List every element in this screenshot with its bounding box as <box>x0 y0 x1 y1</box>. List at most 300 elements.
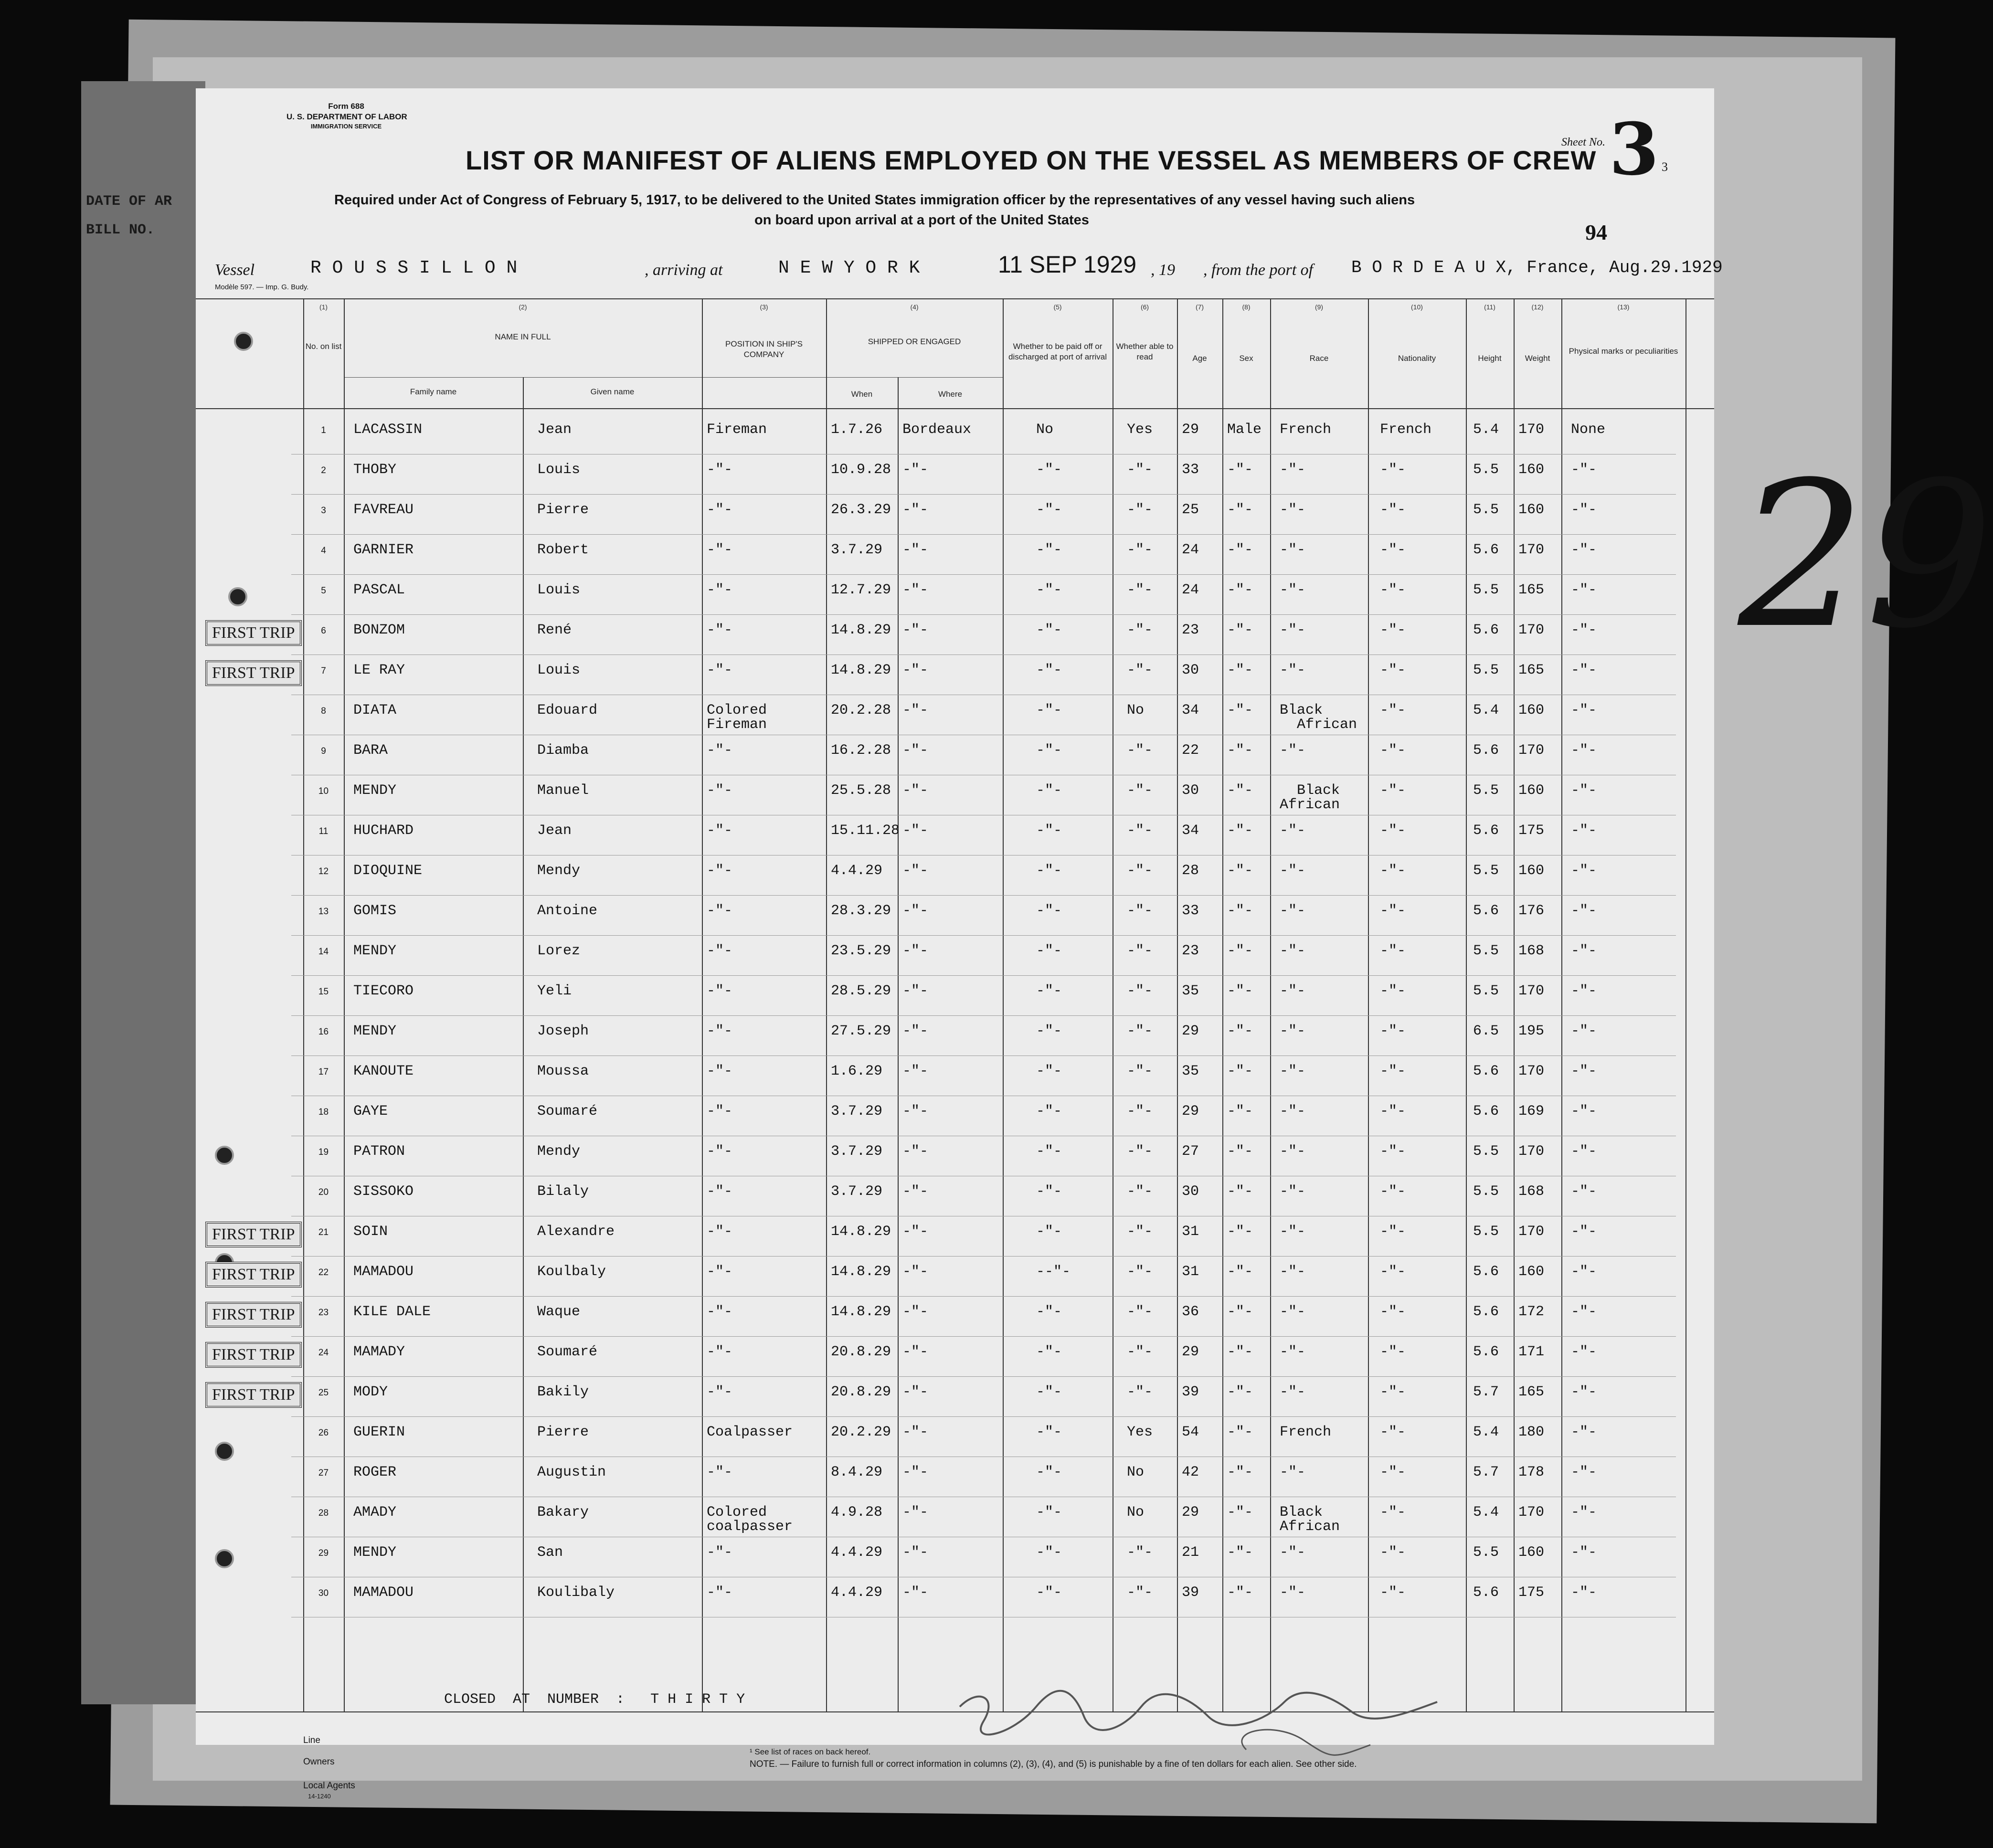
height: 6.5 <box>1473 1023 1499 1039</box>
physical-marks: -"- <box>1571 1584 1597 1601</box>
age: 42 <box>1182 1464 1199 1480</box>
row-number: 6 <box>321 626 326 636</box>
sex: -"- <box>1227 622 1253 638</box>
row-number: 13 <box>318 907 329 917</box>
shipped-when: 20.2.28 <box>831 702 891 718</box>
page-title: LIST OR MANIFEST OF ALIENS EMPLOYED ON THE VESSEL AS MEMBERS OF CREW <box>466 145 1597 175</box>
column-rule <box>898 377 899 1711</box>
sex: -"- <box>1227 502 1253 518</box>
nationality: -"- <box>1380 582 1406 598</box>
row-rule <box>291 975 1676 976</box>
given-name: Jean <box>537 422 572 438</box>
given-name: Alexandre <box>537 1224 615 1240</box>
sex: -"- <box>1227 462 1253 478</box>
able-to-read: -"- <box>1127 782 1153 799</box>
height: 5.5 <box>1473 782 1499 799</box>
position: -"- <box>707 823 733 839</box>
able-to-read: -"- <box>1127 1103 1153 1119</box>
requirement-line-1: Required under Act of Congress of February 5, 1917, to be delivered to the United States immigration officer by the representatives of any vessel having such aliens <box>334 192 1415 208</box>
department-name: U. S. DEPARTMENT OF LABOR <box>286 112 407 121</box>
column-rule <box>1222 298 1223 1711</box>
family-name: KILE DALE <box>353 1304 431 1320</box>
physical-marks: -"- <box>1571 903 1597 919</box>
position: Colored coalpasser <box>707 1504 793 1535</box>
family-name: MENDY <box>353 943 397 959</box>
able-to-read: Yes <box>1127 1424 1153 1440</box>
age: 21 <box>1182 1544 1199 1561</box>
nationality: -"- <box>1380 823 1406 839</box>
race: -"- <box>1280 903 1306 919</box>
shipped-when: 14.8.29 <box>831 1264 891 1280</box>
nationality: -"- <box>1380 742 1406 759</box>
nationality: -"- <box>1380 782 1406 799</box>
height: 5.5 <box>1473 863 1499 879</box>
shipped-when: 15.11.28 <box>831 823 900 839</box>
paid-off: No <box>1036 422 1054 438</box>
family-name: MAMADOU <box>353 1584 414 1601</box>
able-to-read: -"- <box>1127 1143 1153 1160</box>
given-name: Koulbaly <box>537 1264 606 1280</box>
weight: 178 <box>1518 1464 1545 1480</box>
sex: -"- <box>1227 1143 1253 1160</box>
race: -"- <box>1280 582 1306 598</box>
arrival-port: N E W Y O R K <box>778 258 920 278</box>
able-to-read: Yes <box>1127 422 1153 438</box>
position: -"- <box>707 1304 733 1320</box>
physical-marks: -"- <box>1571 742 1597 759</box>
col-num-3: (3) <box>760 303 768 311</box>
col-num-6: (6) <box>1140 303 1149 311</box>
shipped-where: -"- <box>902 462 929 478</box>
paid-off: -"- <box>1036 702 1062 718</box>
given-name: Koulibaly <box>537 1584 615 1601</box>
paid-off: -"- <box>1036 542 1062 558</box>
nationality: -"- <box>1380 1584 1406 1601</box>
column-rule <box>1466 298 1467 1711</box>
row-number: 15 <box>318 987 329 997</box>
able-to-read: -"- <box>1127 983 1153 999</box>
col-head-name: NAME IN FULL <box>495 332 551 341</box>
race: -"- <box>1280 1183 1306 1200</box>
nationality: -"- <box>1380 863 1406 879</box>
physical-marks: -"- <box>1571 1424 1597 1440</box>
stub-bill-label: BILL NO. <box>86 222 155 238</box>
first-trip-stamp: FIRST TRIP <box>205 1262 302 1288</box>
position: -"- <box>707 1384 733 1400</box>
given-name: Louis <box>537 582 581 598</box>
row-rule <box>291 1256 1676 1257</box>
position: -"- <box>707 1584 733 1601</box>
nationality: -"- <box>1380 983 1406 999</box>
shipped-where: -"- <box>902 1264 929 1280</box>
given-name: Antoine <box>537 903 598 919</box>
shipped-where: -"- <box>902 702 929 718</box>
shipped-where: -"- <box>902 1344 929 1360</box>
shipped-where: -"- <box>902 782 929 799</box>
physical-marks: -"- <box>1571 1344 1597 1360</box>
shipped-when: 28.3.29 <box>831 903 891 919</box>
given-name: Mendy <box>537 1143 581 1160</box>
column-rule <box>1561 298 1562 1711</box>
height: 5.6 <box>1473 1304 1499 1320</box>
weight: 170 <box>1518 422 1545 438</box>
race: -"- <box>1280 1304 1306 1320</box>
height: 5.5 <box>1473 983 1499 999</box>
age: 24 <box>1182 582 1199 598</box>
row-number: 18 <box>318 1107 329 1117</box>
height: 5.5 <box>1473 662 1499 678</box>
physical-marks: -"- <box>1571 702 1597 718</box>
position: -"- <box>707 1023 733 1039</box>
shipped-where: Bordeaux <box>902 422 972 438</box>
nationality: -"- <box>1380 1544 1406 1561</box>
position: -"- <box>707 622 733 638</box>
row-number: 30 <box>318 1588 329 1598</box>
paid-off: -"- <box>1036 502 1062 518</box>
family-name: AMADY <box>353 1504 397 1521</box>
race: -"- <box>1280 1143 1306 1160</box>
col-num-7: (7) <box>1195 303 1204 311</box>
height: 5.5 <box>1473 1544 1499 1561</box>
sex: -"- <box>1227 662 1253 678</box>
col-head-no: No. on list <box>305 342 342 351</box>
age: 34 <box>1182 823 1199 839</box>
shipped-where: -"- <box>902 1063 929 1079</box>
punch-hole <box>228 587 247 606</box>
col-head-given: Given name <box>590 387 635 396</box>
weight: 170 <box>1518 1224 1545 1240</box>
physical-marks: -"- <box>1571 1384 1597 1400</box>
sex: -"- <box>1227 1304 1253 1320</box>
row-number: 24 <box>318 1348 329 1358</box>
age: 33 <box>1182 903 1199 919</box>
paid-off: -"- <box>1036 1063 1062 1079</box>
given-name: Bakary <box>537 1504 589 1521</box>
physical-marks: -"- <box>1571 1063 1597 1079</box>
shipped-where: -"- <box>902 1424 929 1440</box>
position: -"- <box>707 1344 733 1360</box>
row-number: 4 <box>321 546 326 556</box>
shipped-where: -"- <box>902 903 929 919</box>
shipped-where: -"- <box>902 1304 929 1320</box>
sheet-number: 3 <box>1609 107 1659 191</box>
given-name: Lorez <box>537 943 581 959</box>
shipped-when: 14.8.29 <box>831 1304 891 1320</box>
height: 5.4 <box>1473 1504 1499 1521</box>
weight: 160 <box>1518 502 1545 518</box>
sex: -"- <box>1227 863 1253 879</box>
shipped-where: -"- <box>902 1023 929 1039</box>
sex: Male <box>1227 422 1262 438</box>
given-name: Manuel <box>537 782 589 799</box>
punch-hole <box>234 332 253 351</box>
age: 29 <box>1182 422 1199 438</box>
race: -"- <box>1280 662 1306 678</box>
sex: -"- <box>1227 1183 1253 1200</box>
given-name: Joseph <box>537 1023 589 1039</box>
weight: 195 <box>1518 1023 1545 1039</box>
column-rule <box>1368 298 1369 1711</box>
family-name: LE RAY <box>353 662 405 678</box>
first-trip-stamp: FIRST TRIP <box>205 620 302 646</box>
weight: 160 <box>1518 1544 1545 1561</box>
shipped-where: -"- <box>902 1584 929 1601</box>
age: 30 <box>1182 782 1199 799</box>
given-name: Jean <box>537 823 572 839</box>
service-name: IMMIGRATION SERVICE <box>310 123 382 130</box>
shipped-where: -"- <box>902 823 929 839</box>
able-to-read: No <box>1127 1464 1145 1480</box>
shipped-when: 26.3.29 <box>831 502 891 518</box>
height: 5.5 <box>1473 502 1499 518</box>
weight: 160 <box>1518 1264 1545 1280</box>
row-rule <box>291 574 1676 575</box>
able-to-read: -"- <box>1127 1063 1153 1079</box>
weight: 180 <box>1518 1424 1545 1440</box>
given-name: Soumaré <box>537 1103 598 1119</box>
height: 5.6 <box>1473 1344 1499 1360</box>
row-number: 21 <box>318 1227 329 1237</box>
col-num-10: (10) <box>1411 303 1423 311</box>
paid-off: -"- <box>1036 1143 1062 1160</box>
col-num-1: (1) <box>319 303 328 311</box>
race: -"- <box>1280 462 1306 478</box>
date-stamp: 11 SEP 1929 <box>998 251 1137 278</box>
height: 5.6 <box>1473 823 1499 839</box>
shipped-where: -"- <box>902 742 929 759</box>
col-num-8: (8) <box>1242 303 1251 311</box>
age: 33 <box>1182 462 1199 478</box>
arriving-label: , arriving at <box>645 261 723 279</box>
first-trip-stamp: FIRST TRIP <box>205 1342 302 1368</box>
weight: 171 <box>1518 1344 1545 1360</box>
height: 5.5 <box>1473 943 1499 959</box>
given-name: Moussa <box>537 1063 589 1079</box>
given-name: Louis <box>537 662 581 678</box>
punch-hole <box>215 1442 234 1461</box>
height: 5.7 <box>1473 1384 1499 1400</box>
age: 30 <box>1182 662 1199 678</box>
able-to-read: -"- <box>1127 863 1153 879</box>
nationality: -"- <box>1380 702 1406 718</box>
given-name: San <box>537 1544 563 1561</box>
paid-off: -"- <box>1036 1584 1062 1601</box>
shipped-when: 10.9.28 <box>831 462 891 478</box>
family-name: HUCHARD <box>353 823 414 839</box>
nationality: -"- <box>1380 1464 1406 1480</box>
sex: -"- <box>1227 1264 1253 1280</box>
row-number: 8 <box>321 706 326 716</box>
shipped-when: 14.8.29 <box>831 662 891 678</box>
position: Coalpasser <box>707 1424 793 1440</box>
name-sub-rule <box>344 377 898 378</box>
row-rule <box>291 1296 1676 1297</box>
family-name: MODY <box>353 1384 388 1400</box>
able-to-read: -"- <box>1127 1304 1153 1320</box>
shipped-when: 3.7.29 <box>831 1143 883 1160</box>
vessel-label: Vessel <box>215 261 255 279</box>
shipped-where: -"- <box>902 983 929 999</box>
row-number: 9 <box>321 746 326 756</box>
weight: 176 <box>1518 903 1545 919</box>
nationality: -"- <box>1380 1384 1406 1400</box>
shipped-where: -"- <box>902 1224 929 1240</box>
able-to-read: -"- <box>1127 622 1153 638</box>
race: -"- <box>1280 1464 1306 1480</box>
family-name: GUERIN <box>353 1424 405 1440</box>
first-trip-stamp: FIRST TRIP <box>205 1302 302 1328</box>
position: Fireman <box>707 422 767 438</box>
family-name: THOBY <box>353 462 397 478</box>
weight: 170 <box>1518 983 1545 999</box>
sex: -"- <box>1227 903 1253 919</box>
weight: 170 <box>1518 1504 1545 1521</box>
shipped-when: 3.7.29 <box>831 1103 883 1119</box>
manifest-sheet <box>196 88 1723 1800</box>
race: -"- <box>1280 1063 1306 1079</box>
paid-off: -"- <box>1036 662 1062 678</box>
physical-marks: -"- <box>1571 1304 1597 1320</box>
family-name: BONZOM <box>353 622 405 638</box>
weight: 170 <box>1518 622 1545 638</box>
race: French <box>1280 1424 1332 1440</box>
sex: -"- <box>1227 1103 1253 1119</box>
col-head-age: Age <box>1192 354 1207 363</box>
height: 5.4 <box>1473 702 1499 718</box>
shipped-when: 27.5.29 <box>831 1023 891 1039</box>
paid-off: -"- <box>1036 1504 1062 1521</box>
given-name: Bilaly <box>537 1183 589 1200</box>
family-name: PATRON <box>353 1143 405 1160</box>
sex: -"- <box>1227 1504 1253 1521</box>
age: 36 <box>1182 1304 1199 1320</box>
race: -"- <box>1280 983 1306 999</box>
column-rule <box>702 298 703 1711</box>
column-rule <box>1177 298 1178 1711</box>
weight: 170 <box>1518 542 1545 558</box>
shipped-when: 3.7.29 <box>831 542 883 558</box>
from-label: , from the port of <box>1203 261 1314 279</box>
shipped-when: 20.8.29 <box>831 1384 891 1400</box>
closed-line: CLOSED AT NUMBER : T H I R T Y <box>444 1691 745 1708</box>
shipped-when: 20.8.29 <box>831 1344 891 1360</box>
position: -"- <box>707 903 733 919</box>
column-rule <box>523 377 524 1711</box>
table-header-rule <box>196 408 1714 409</box>
given-name: Pierre <box>537 1424 589 1440</box>
footer-line-label: Line <box>303 1735 320 1745</box>
shipped-where: -"- <box>902 1143 929 1160</box>
penalty-note: NOTE. — Failure to furnish full or correct information in columns (2), (3), (4), and (5) is punishable by a fine of ten dollars for each alien. See other side. <box>750 1759 1357 1769</box>
position: Colored Fireman <box>707 702 767 733</box>
col-head-marks: Physical marks or peculiarities <box>1569 347 1678 356</box>
col-num-2: (2) <box>519 303 527 311</box>
column-rule <box>1003 298 1004 1711</box>
physical-marks: -"- <box>1571 502 1597 518</box>
row-number: 2 <box>321 465 326 475</box>
age: 23 <box>1182 943 1199 959</box>
stub-date-label: DATE OF AR <box>86 193 172 210</box>
given-name: Pierre <box>537 502 589 518</box>
paid-off: -"- <box>1036 983 1062 999</box>
weight: 172 <box>1518 1304 1545 1320</box>
weight: 168 <box>1518 943 1545 959</box>
family-name: GARNIER <box>353 542 414 558</box>
height: 5.4 <box>1473 422 1499 438</box>
age: 23 <box>1182 622 1199 638</box>
row-rule <box>291 614 1676 615</box>
race: -"- <box>1280 1103 1306 1119</box>
weight: 169 <box>1518 1103 1545 1119</box>
position: -"- <box>707 582 733 598</box>
signature <box>941 1678 1490 1769</box>
able-to-read: -"- <box>1127 582 1153 598</box>
first-trip-stamp: FIRST TRIP <box>205 1382 302 1408</box>
age: 27 <box>1182 1143 1199 1160</box>
family-name: PASCAL <box>353 582 405 598</box>
shipped-where: -"- <box>902 943 929 959</box>
family-name: ROGER <box>353 1464 397 1480</box>
nationality: -"- <box>1380 622 1406 638</box>
row-number: 1 <box>321 425 326 435</box>
row-number: 19 <box>318 1147 329 1157</box>
row-rule <box>291 895 1676 896</box>
given-name: Yeli <box>537 983 572 999</box>
able-to-read: -"- <box>1127 662 1153 678</box>
race: -"- <box>1280 823 1306 839</box>
nationality: -"- <box>1380 542 1406 558</box>
given-name: Bakily <box>537 1384 589 1400</box>
sex: -"- <box>1227 823 1253 839</box>
family-name: MENDY <box>353 1544 397 1561</box>
nationality: -"- <box>1380 1183 1406 1200</box>
weight: 165 <box>1518 1384 1545 1400</box>
family-name: LACASSIN <box>353 422 423 438</box>
race: -"- <box>1280 742 1306 759</box>
physical-marks: -"- <box>1571 1464 1597 1480</box>
height: 5.6 <box>1473 1584 1499 1601</box>
sex: -"- <box>1227 1023 1253 1039</box>
shipped-where: -"- <box>902 1103 929 1119</box>
physical-marks: -"- <box>1571 1023 1597 1039</box>
col-head-nationality: Nationality <box>1398 354 1436 363</box>
shipped-where: -"- <box>902 662 929 678</box>
shipped-when: 16.2.28 <box>831 742 891 759</box>
sex: -"- <box>1227 1424 1253 1440</box>
able-to-read: -"- <box>1127 462 1153 478</box>
able-to-read: -"- <box>1127 502 1153 518</box>
height: 5.7 <box>1473 1464 1499 1480</box>
height: 5.6 <box>1473 622 1499 638</box>
row-number: 14 <box>318 947 329 957</box>
nationality: -"- <box>1380 1504 1406 1521</box>
row-number: 12 <box>318 866 329 876</box>
row-number: 25 <box>318 1388 329 1398</box>
race: -"- <box>1280 1023 1306 1039</box>
footer-owners-label: Owners <box>303 1757 335 1767</box>
able-to-read: No <box>1127 702 1145 718</box>
race: -"- <box>1280 1264 1306 1280</box>
age: 39 <box>1182 1584 1199 1601</box>
height: 5.4 <box>1473 1424 1499 1440</box>
shipped-when: 20.2.29 <box>831 1424 891 1440</box>
sex: -"- <box>1227 983 1253 999</box>
physical-marks: -"- <box>1571 622 1597 638</box>
physical-marks: -"- <box>1571 582 1597 598</box>
family-name: MENDY <box>353 1023 397 1039</box>
family-name: GAYE <box>353 1103 388 1119</box>
race: Black African <box>1280 702 1357 733</box>
